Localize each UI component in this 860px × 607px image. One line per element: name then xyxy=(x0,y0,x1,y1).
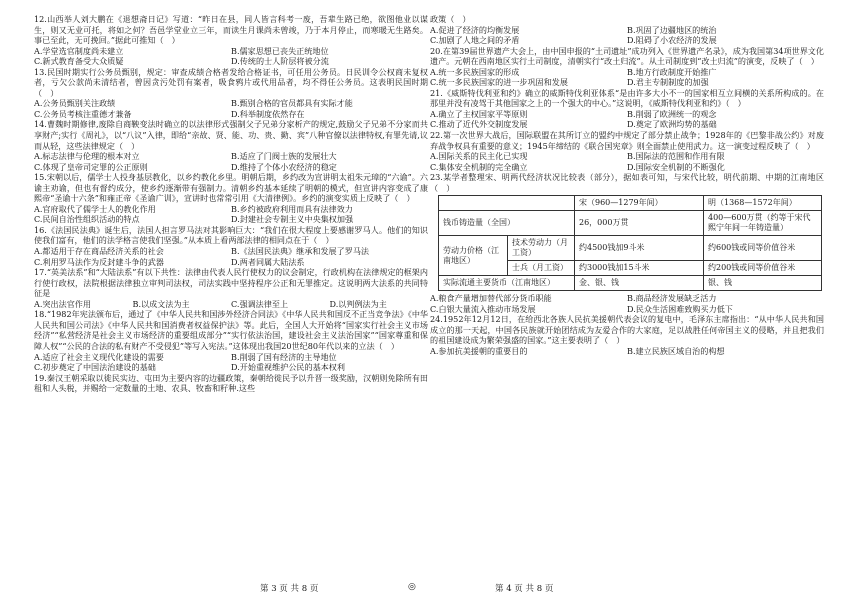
q21-options-ab: A.确立了主权国家平等原则 B.削弱了欧洲统一的观念 xyxy=(430,108,717,119)
q12-text: 12.山西举人刘大鹏在《退想斋日记》写道：“昨日在县，同人皆言科考一废，吾辈生路已绝，欲图他业以谋生，则又无业可托，将如之何？吾邑学堂业立三年，而读生月课尚未曾竣，乃于本月停止，而寒暖无生路矣。事已至此，无可挽回。”据此可推知（ ） xyxy=(34,14,428,46)
q14-text: 14.曹魏时期修律,废除自商鞅变法时确立的以法律形式强制父子兄弟分家析产的规定,鼓励父子兄弟不分家而共享财产;实行《周礼》，以“八议”入律，即给“亲故、贤、能、功、贵、勤、宾”八种官僚以法律特权,有罪先请,议而从轻，这些法律规定（ ） xyxy=(34,119,428,151)
q17-options: A.突出法官作用 B.以成文法为主 C.强调法律至上 D.以判例法为主 xyxy=(34,298,387,309)
table-cell: 钱币铸造量（全国） xyxy=(439,211,575,236)
economy-comparison-table xyxy=(438,195,822,291)
table-cell: 约200钱或同等价值谷米 xyxy=(704,261,822,276)
q13-text: 13.民国时期实行公务员甄别，规定：审查成绩合格者发给合格证书，可任用公务员。日民训令公权商未复权者，亏欠公款尚未清结者，曾因贪污处罚有案者，吸食鸦片或代用品者，均不得任公务员。这表明民国时期（ ） xyxy=(34,66,428,98)
table-cell: 约3000钱加15斗米 xyxy=(575,261,704,276)
table-cell: 银、钱 xyxy=(704,276,822,291)
q19-options-cd: C.加剧了人地之间的矛盾 D.阻碍了小农经济的发展 xyxy=(430,35,717,46)
table-cell: 约600钱或同等价值谷米 xyxy=(704,236,822,261)
table-row xyxy=(439,276,822,291)
q22-options-cd: C.集体安全机制的完全确立 D.国际安全机制的不断强化 xyxy=(430,161,725,172)
q13-options-cd: C.公务员考核注重德才兼备 D.科举制度依然存在 xyxy=(34,108,305,119)
q16-options-cd: C.利用罗马法作为反封建斗争的武器 D.两者同属大陆法系 xyxy=(34,256,305,267)
q19-options-ab: A.促进了经济的均衡发展 B.巩固了边疆地区的统治 xyxy=(430,24,717,35)
q23-options-ab: A.粮食产量增加替代部分货币职能 B.商品经济发展缺乏活力 xyxy=(430,293,717,304)
table-row xyxy=(439,196,822,211)
q21-options-cd: C.推动了近代外交制度发展 D.奠定了欧洲均势的基础 xyxy=(430,119,717,130)
q15-options-ab: A.官府取代了儒学士人的教化作用 B.乡约被政府利用而具有法律效力 xyxy=(34,203,353,214)
table-cell: 技术劳动力（月工资） xyxy=(508,236,575,261)
q23-text: 23.某学者整理宋、明两代经济状况比较表（部分），据如表可知，与宋代比较，明代前期、中期的江南地区（ ） xyxy=(430,172,824,193)
q17-text: 17.“英美法系”和“大陆法系”有以下共性：法律由代表人民行使权力的议会制定，行政机构在法律规定的框架内行使行政权，法院根据法律独立审判司法权，司法实践中坚持程序公正和无罪推定。这说明两大法系的共同特征是 xyxy=(34,267,428,299)
table-cell: 约4500钱加9斗米 xyxy=(575,236,704,261)
q19-text: 19.秦汉王朝采取以徙民实边、屯田为主要内容的边疆政策，秦朝给徙民予以升晋一级奖励，汉朝则免除所有田租和人头税，并赐给一定数量的土地、农具、牧畜和籽种.这些 xyxy=(34,372,428,394)
right-column xyxy=(430,14,824,357)
q18-options-ab: A.适应了社会主义现代化建设的需要 B.削弱了国有经济的主导地位 xyxy=(34,351,337,362)
table-row xyxy=(439,211,822,236)
q16-options-ab: A.都适用于存在商品经济关系的社会 B.《法国民法典》继承和发展了罗马法 xyxy=(34,246,370,257)
q24-options-ab: A.参加抗美援朝的重要目的 B.建立民族区域自治的构想 xyxy=(430,346,725,357)
q19-continued: 政策（ ） xyxy=(430,14,471,24)
table-cell: 实际流通主要货币（江南地区） xyxy=(439,276,575,291)
table-cell: 劳动力价格（江南地区） xyxy=(439,236,508,276)
q24-text: 24.1952年12月12日，在给西北各族人民抗美援朝代表会议的复电中，毛泽东主席指出：“从中华人民共和国成立的那一天起，中国各民族就开始团结成为友爱合作的大家庭，足以战胜任何帝国主义的侵略，并且把我们的祖国建设成为繁荣强盛的国家。”这主要表明了（ ） xyxy=(430,314,825,346)
table-cell xyxy=(439,196,575,211)
page-number-right: 第 4 页 共 8 页 xyxy=(495,584,554,594)
q15-options-cd: C.民间自治性组织活动的特点 D.封建社会专制主义中央集权加强 xyxy=(34,214,354,225)
q13-options-ab: A.公务员甄别关注政绩 B.甄别合格的官员都具有实际才能 xyxy=(34,98,353,109)
q16-text: 16.《法国民法典》诞生后，法国人担言罗马法对其影响巨大：“我们在很大程度上要感谢罗马人。他们的知识使我们富有，他们的法学格言使我们坚强。”从本质上看两部法律的相同点在于（ ） xyxy=(34,224,428,246)
q23-options-cd: C.白银大量流入推动市场发展 D.民众生活困难致购买力低下 xyxy=(430,303,733,314)
q18-options-cd: C.初步奠定了中国法治建设的基础 D.开始重视维护公民的基本权利 xyxy=(34,362,345,373)
table-cell: 金、银、钱 xyxy=(575,276,704,291)
q14-options-ab: A.标志法律与伦理的根本对立 B.适应了门阀士族的发展壮大 xyxy=(34,151,337,162)
q12-options-cd: C.新式教育备受大众质疑 D.传统的士人阶层将被分流 xyxy=(34,56,329,67)
left-column xyxy=(34,14,428,394)
q12-options-ab: A.学堂选官制度尚未建立 B.儒家思想已丧失正统地位 xyxy=(34,45,329,56)
q20-options-cd: C.统一多民族国家的进一步巩固和发展 D.君主专制制度的加强 xyxy=(430,77,709,88)
page-number-left: 第 3 页 共 8 页 xyxy=(260,584,319,594)
table-cell: 明（1368—1572年间） xyxy=(704,196,822,211)
q20-options-ab: A.统一多民族国家的形成 B.地方行政制度开始推广 xyxy=(430,66,717,77)
table-cell: 400—600万贯（约等于宋代熙宁年间一年铸造量） xyxy=(704,211,822,236)
q18-text: 18.“1982年宪法颁布后，通过了《中华人民共和国涉外经济合同法》《中华人民共和国反不正当竞争法》《中华人民共和国公司法》《中华人民共和国消费者权益保护法》等。此后，全国人大开始将“国家实行社会主义市场经济”“私营经济是社会主义市场经济的重要组成部分”“实行依法治国，建设社会主义法治国家”“国家尊重和保障人权”“公民的合法的私有财产不受侵犯”等写入宪法。”这体现出我国20世纪80年代以来的立法（ ） xyxy=(34,309,429,351)
table-cell: 士兵（月工资） xyxy=(508,261,575,276)
q21-text: 21.《威斯特伐利亚和约》确立的威斯特伐利亚体系“是由许多大小不一的国家相互立间横的关系所构成的。在那里并没有凌驾于其他国家之上的一个强大的中心。”这说明，《威斯特伐利亚和约》（ ） xyxy=(430,87,824,109)
q15-text: 15.宋朝以后，儒学士人投身基层教化，以乡约教化乡里。明朝后期，乡约改为宣讲明太祖朱元璋的“六谕”。六谕主劝谕，但也有督约成分，使乡约逐渐带有强制力。清朝乡约基本延续了明朝的模式，但宣讲内容变成了康熙帝“圣谕十六条”和雍正帝《圣谕广训》，宣讲时也常常引用《大清律例》。乡约的演变实质上反映了（ ） xyxy=(34,172,428,204)
table-cell: 26，000万贯 xyxy=(575,211,704,236)
table-cell: 宋（960—1279年间） xyxy=(575,196,704,211)
binding-mark-icon: ◎ xyxy=(408,582,416,592)
q22-text: 22.第一次世界大战后，国际联盟在其所订立的盟约中规定了部分禁止战争；1928年的《巴黎非战公约》对废弃战争权具有重要的意义；1945年缔结的《联合国宪章》则全面禁止使用武力。这一演变过程反映了（ ） xyxy=(430,130,824,151)
q14-options-cd: C.体现了皇帝司定罪的公正原则 D.维持了个体小农经济的稳定 xyxy=(34,161,337,172)
q20-text: 20.在第39届世界遗产大会上，由中国申报的“土司遗址”成功列入《世界遗产名录》，成为我国第34项世界文化遗产。元朝在西南地区实行土司制度，清朝实行“改土归流”。从土司制度到“改土归流”的演变，反映了（ ） xyxy=(430,45,824,67)
q22-options-ab: A.国际关系的民主化已实现 B.国际法的范围和作用有限 xyxy=(430,151,725,162)
table-row xyxy=(439,236,822,261)
